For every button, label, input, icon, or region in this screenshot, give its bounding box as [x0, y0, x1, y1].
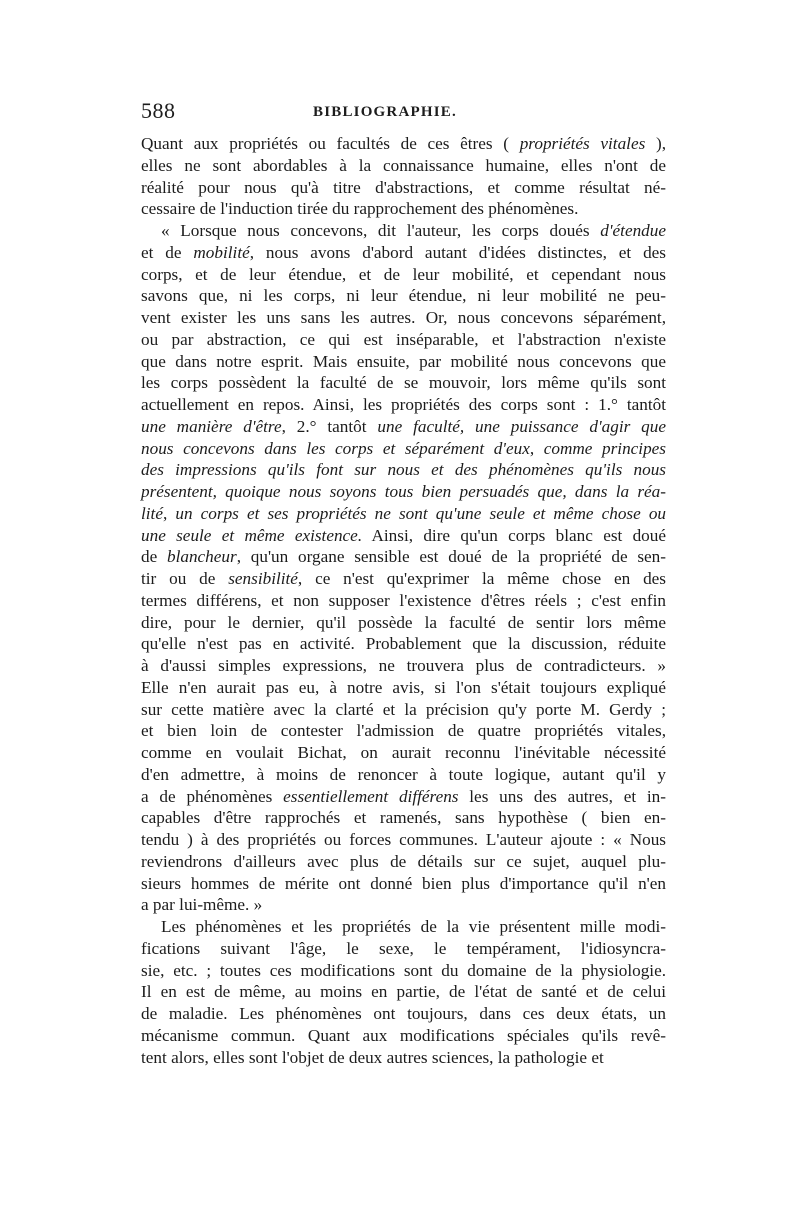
- text-line: [141, 742, 666, 764]
- text-run: ,: [162, 503, 176, 523]
- italic-phrase: comme principes: [543, 438, 666, 458]
- text-run: dire, pour le dernier, qu'il possède la faculté de sentir lors même: [141, 612, 666, 632]
- text-run: de: [141, 547, 167, 567]
- text-run: Quant aux propriétés ou facultés de ces êtres (: [141, 134, 520, 153]
- text-line: [141, 220, 666, 242]
- text-line: [141, 655, 666, 677]
- text-run: réalité pour nous qu'à titre d'abstractions, et comme résultat né-: [141, 177, 666, 197]
- text-line: [141, 873, 666, 895]
- text-line: [141, 133, 666, 155]
- text-run: « Lorsque nous concevons, dit l'auteur, les corps doués: [161, 221, 601, 240]
- text-run: et de: [141, 242, 194, 262]
- text-run: sur cette matière avec la clarté et la précision qu'y porte M. Gerdy ;: [141, 699, 666, 719]
- text-line: [141, 438, 666, 460]
- text-run: a par lui-même. »: [141, 895, 263, 915]
- text-line: [141, 960, 666, 982]
- text-line: [141, 568, 666, 590]
- text-line: [141, 677, 666, 699]
- text-run: Il en est de même, au moins en partie, de l'état de santé et de celui: [141, 982, 666, 1002]
- text-run: tent alors, elles sont l'objet de deux autres sciences, la pathologie et: [141, 1047, 604, 1067]
- text-line: [141, 916, 666, 938]
- italic-phrase: nous concevons dans les corps et séparément d'eux: [141, 438, 530, 458]
- text-run: Elle n'en aurait pas eu, à notre avis, si l'on s'était toujours expliqué: [141, 677, 666, 697]
- text-line: [141, 720, 666, 742]
- text-run: elles ne sont abordables à la connaissance humaine, elles n'ont de: [141, 155, 666, 175]
- text-line: [141, 546, 666, 568]
- text-run: sie, etc. ; toutes ces modifications sont du domaine de la physiologie.: [141, 960, 666, 980]
- text-line: [141, 1003, 666, 1025]
- italic-phrase: présentent, quoique nous soyons tous bien persuadés que, dans la réa-: [141, 482, 666, 501]
- text-line: [141, 829, 666, 851]
- text-line: [141, 351, 666, 373]
- text-line: [141, 786, 666, 808]
- text-run: corps, et de leur étendue, et de leur mobilité, et cependant nous: [141, 264, 666, 284]
- italic-phrase: une seule et même existence.: [141, 525, 363, 545]
- running-title: BIBLIOGRAPHIE.: [313, 104, 457, 120]
- text-run: comme en voulait Bichat, on aurait reconnu l'inévitable nécessité: [141, 743, 666, 762]
- text-run: , 2.° tantôt: [281, 416, 378, 436]
- italic-phrase: un corps et ses propriétés ne sont qu'une seule et même chose ou: [175, 503, 667, 523]
- text-run: sieurs hommes de mérite ont donné bien plus d'importance qu'il n'en: [141, 873, 666, 893]
- text-line: [141, 851, 666, 873]
- text-run: ou par abstraction, ce qui est inséparable, et l'abstraction n'existe: [141, 329, 666, 349]
- text-line: [141, 807, 666, 829]
- text-run: vent exister les uns sans les autres. Or, nous concevons séparément,: [141, 308, 666, 327]
- text-line: [141, 416, 666, 438]
- text-run: , nous avons d'abord autant d'idées distinctes, et des: [249, 242, 666, 262]
- body-text: [141, 133, 666, 1068]
- italic-phrase: une manière d'être: [141, 416, 282, 436]
- text-run: qu'elle n'est pas en activité. Probablement que la discussion, réduite: [141, 634, 666, 654]
- text-run: ,: [529, 438, 544, 458]
- text-line: [141, 481, 666, 503]
- text-run: mécanisme commun. Quant aux modifications spéciales qu'ils revê-: [141, 1025, 666, 1045]
- text-run: et bien loin de contester l'admission de quatre propriétés vitales,: [141, 721, 666, 741]
- italic-phrase: essentiellement différens: [283, 786, 459, 806]
- text-line: [141, 372, 666, 394]
- text-run: d'en admettre, à moins de renoncer à toute logique, autant qu'il y: [141, 764, 666, 784]
- text-line: [141, 394, 666, 416]
- text-line: [141, 307, 666, 329]
- text-run: à d'aussi simples expressions, ne trouvera plus de contradicteurs. »: [141, 656, 666, 675]
- text-run: ),: [645, 134, 666, 153]
- text-line: [141, 459, 666, 481]
- text-run: , qu'un organe sensible est doué de la propriété de sen-: [236, 547, 666, 567]
- text-line: [141, 699, 666, 721]
- text-line: [141, 264, 666, 286]
- italic-phrase: mobilité: [193, 242, 250, 262]
- text-run: tir ou de: [141, 569, 229, 588]
- text-line: [141, 177, 666, 199]
- text-run: termes différens, et non supposer l'existence d'êtres réels ; c'est enfin: [141, 590, 666, 610]
- text-run: les uns des autres, et in-: [458, 786, 666, 806]
- text-line: [141, 1047, 666, 1069]
- text-line: [141, 1025, 666, 1047]
- text-line: [141, 590, 666, 612]
- text-run: tendu ) à des propriétés ou forces communes. L'auteur ajoute : « Nous: [141, 830, 666, 849]
- text-line: [141, 612, 666, 634]
- italic-phrase: une faculté, une puissance d'agir que: [377, 416, 666, 436]
- text-run: que dans notre esprit. Mais ensuite, par mobilité nous concevons que: [141, 351, 666, 371]
- text-line: [141, 503, 666, 525]
- text-run: Les phénomènes et les propriétés de la vie présentent mille modi-: [161, 917, 666, 936]
- text-line: [141, 155, 666, 177]
- text-run: capables d'être rapprochés et ramenés, sans hypothèse ( bien en-: [141, 808, 666, 828]
- text-run: , ce n'est qu'exprimer la même chose en des: [297, 569, 666, 588]
- text-line: [141, 525, 666, 547]
- text-run: cessaire de l'induction tirée du rapprochement des phénomènes.: [141, 199, 579, 219]
- text-line: [141, 894, 666, 916]
- text-run: de maladie. Les phénomènes ont toujours, dans ces deux états, un: [141, 1004, 666, 1023]
- page-header: [141, 98, 666, 128]
- text-line: [141, 938, 666, 960]
- italic-phrase: sensibilité: [228, 569, 298, 588]
- italic-phrase: lité: [141, 503, 163, 523]
- italic-phrase: blancheur: [167, 547, 237, 567]
- text-line: [141, 242, 666, 264]
- text-line: [141, 329, 666, 351]
- text-run: reviendrons d'ailleurs avec plus de détails sur ce sujet, auquel plu-: [141, 851, 666, 871]
- italic-phrase: d'étendue: [600, 221, 666, 240]
- text-run: savons que, ni les corps, ni leur étendue, ni leur mobilité ne peu-: [141, 286, 666, 306]
- text-run: les corps possèdent la faculté de se mouvoir, lors même qu'ils sont: [141, 373, 666, 393]
- text-line: [141, 764, 666, 786]
- text-run: a de phénomènes: [141, 786, 284, 806]
- text-run: actuellement en repos. Ainsi, les propriétés des corps sont : 1.° tantôt: [141, 395, 666, 414]
- italic-phrase: propriétés vitales: [519, 134, 646, 153]
- text-run: fications suivant l'âge, le sexe, le tempérament, l'idiosyncra-: [141, 938, 666, 958]
- text-run: Ainsi, dire qu'un corps blanc est doué: [362, 525, 666, 545]
- italic-phrase: des impressions qu'ils font sur nous et des phénomènes qu'ils nous: [141, 460, 666, 480]
- text-line: [141, 633, 666, 655]
- text-line: [141, 285, 666, 307]
- page-number: 588: [141, 98, 176, 123]
- text-line: [141, 198, 666, 220]
- text-line: [141, 981, 666, 1003]
